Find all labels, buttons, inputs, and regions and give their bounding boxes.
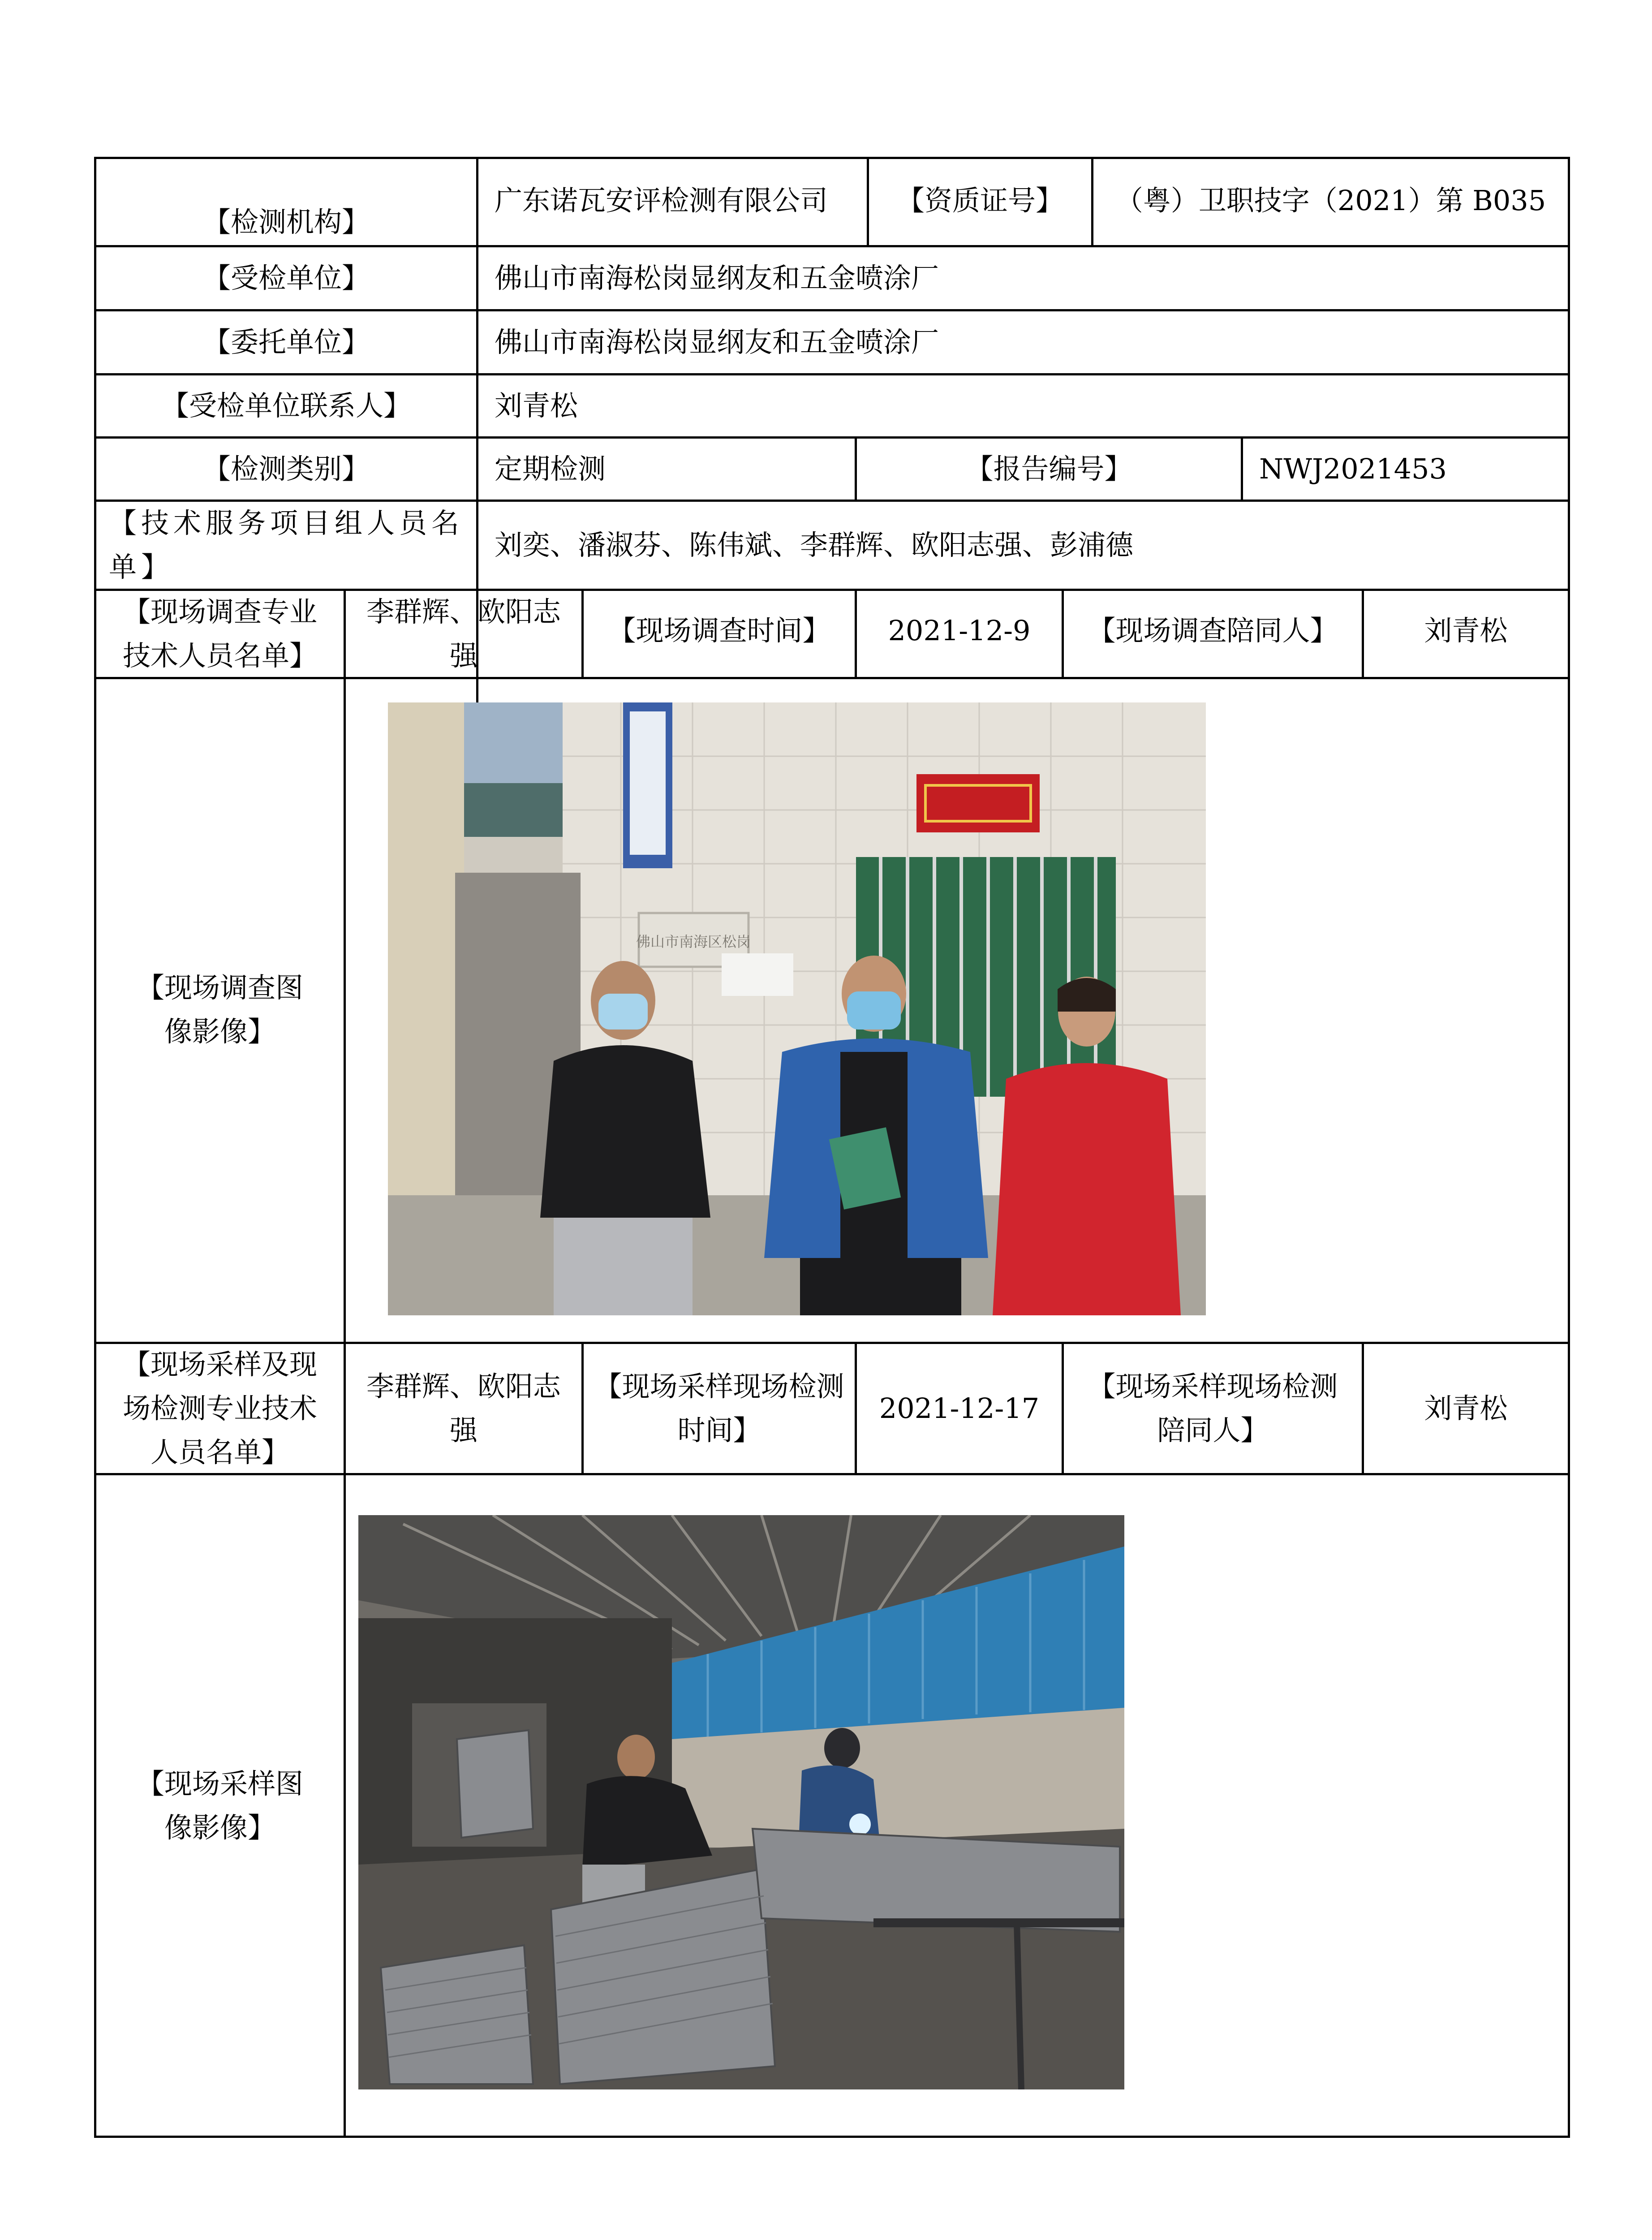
cert-value: （粤）卫职技字（2021）第 B035: [1115, 184, 1546, 217]
survey-photo-sign-text: 佛山市南海区松岗: [636, 933, 751, 950]
sampling-companion-value: 刘青松: [1424, 1392, 1508, 1425]
sampling-staff-label: 【现场采样及现场检测专业技术人员名单】: [122, 1348, 317, 1469]
survey-staff-value: 李群辉、欧阳志强: [366, 595, 561, 672]
survey-companion-label: 【现场调查陪同人】: [1088, 614, 1338, 647]
sampling-companion-label: 【现场采样现场检测陪同人】: [1088, 1370, 1338, 1447]
report-label: 【报告编号】: [965, 452, 1132, 485]
sampling-photo: [358, 1515, 1124, 2089]
inspected-label: 【受检单位】: [202, 262, 370, 294]
survey-staff-label: 【现场调查专业技术人员名单】: [122, 595, 317, 672]
client-value: 佛山市南海松岗显纲友和五金喷涂厂: [495, 326, 939, 358]
survey-photo: [388, 702, 1206, 1315]
sampling-time-value: 2021-12-17: [879, 1392, 1040, 1425]
survey-companion-value: 刘青松: [1424, 614, 1508, 647]
table-border-right: [1568, 157, 1570, 2138]
survey-photo-label: 【现场调查图像影像】: [136, 971, 303, 1048]
contact-value: 刘青松: [495, 389, 578, 422]
cert-label: 【资质证号】: [896, 184, 1063, 217]
table-border-bottom: [94, 2136, 1570, 2138]
sampling-photo-label: 【现场采样图像影像】: [136, 1767, 303, 1844]
org-value: 广东诺瓦安评检测有限公司: [495, 184, 828, 217]
team-value: 刘奕、潘淑芬、陈伟斌、李群辉、欧阳志强、彭浦德: [495, 529, 1134, 561]
survey-time-label: 【现场调查时间】: [608, 614, 830, 647]
org-label: 【检测机构】: [202, 206, 370, 238]
inspected-value: 佛山市南海松岗显纲友和五金喷涂厂: [495, 262, 939, 294]
survey-time-value: 2021-12-9: [888, 614, 1031, 647]
team-label: 【技术服务项目组人员名单】: [109, 507, 464, 583]
sampling-staff-value: 李群辉、欧阳志强: [366, 1370, 561, 1447]
contact-label: 【受检单位联系人】: [161, 389, 411, 422]
sampling-time-label: 【现场采样现场检测时间】: [594, 1370, 844, 1447]
client-label: 【委托单位】: [202, 326, 370, 358]
category-label: 【检测类别】: [202, 452, 370, 485]
report-value: NWJ2021453: [1259, 452, 1447, 485]
category-value: 定期检测: [495, 452, 606, 485]
